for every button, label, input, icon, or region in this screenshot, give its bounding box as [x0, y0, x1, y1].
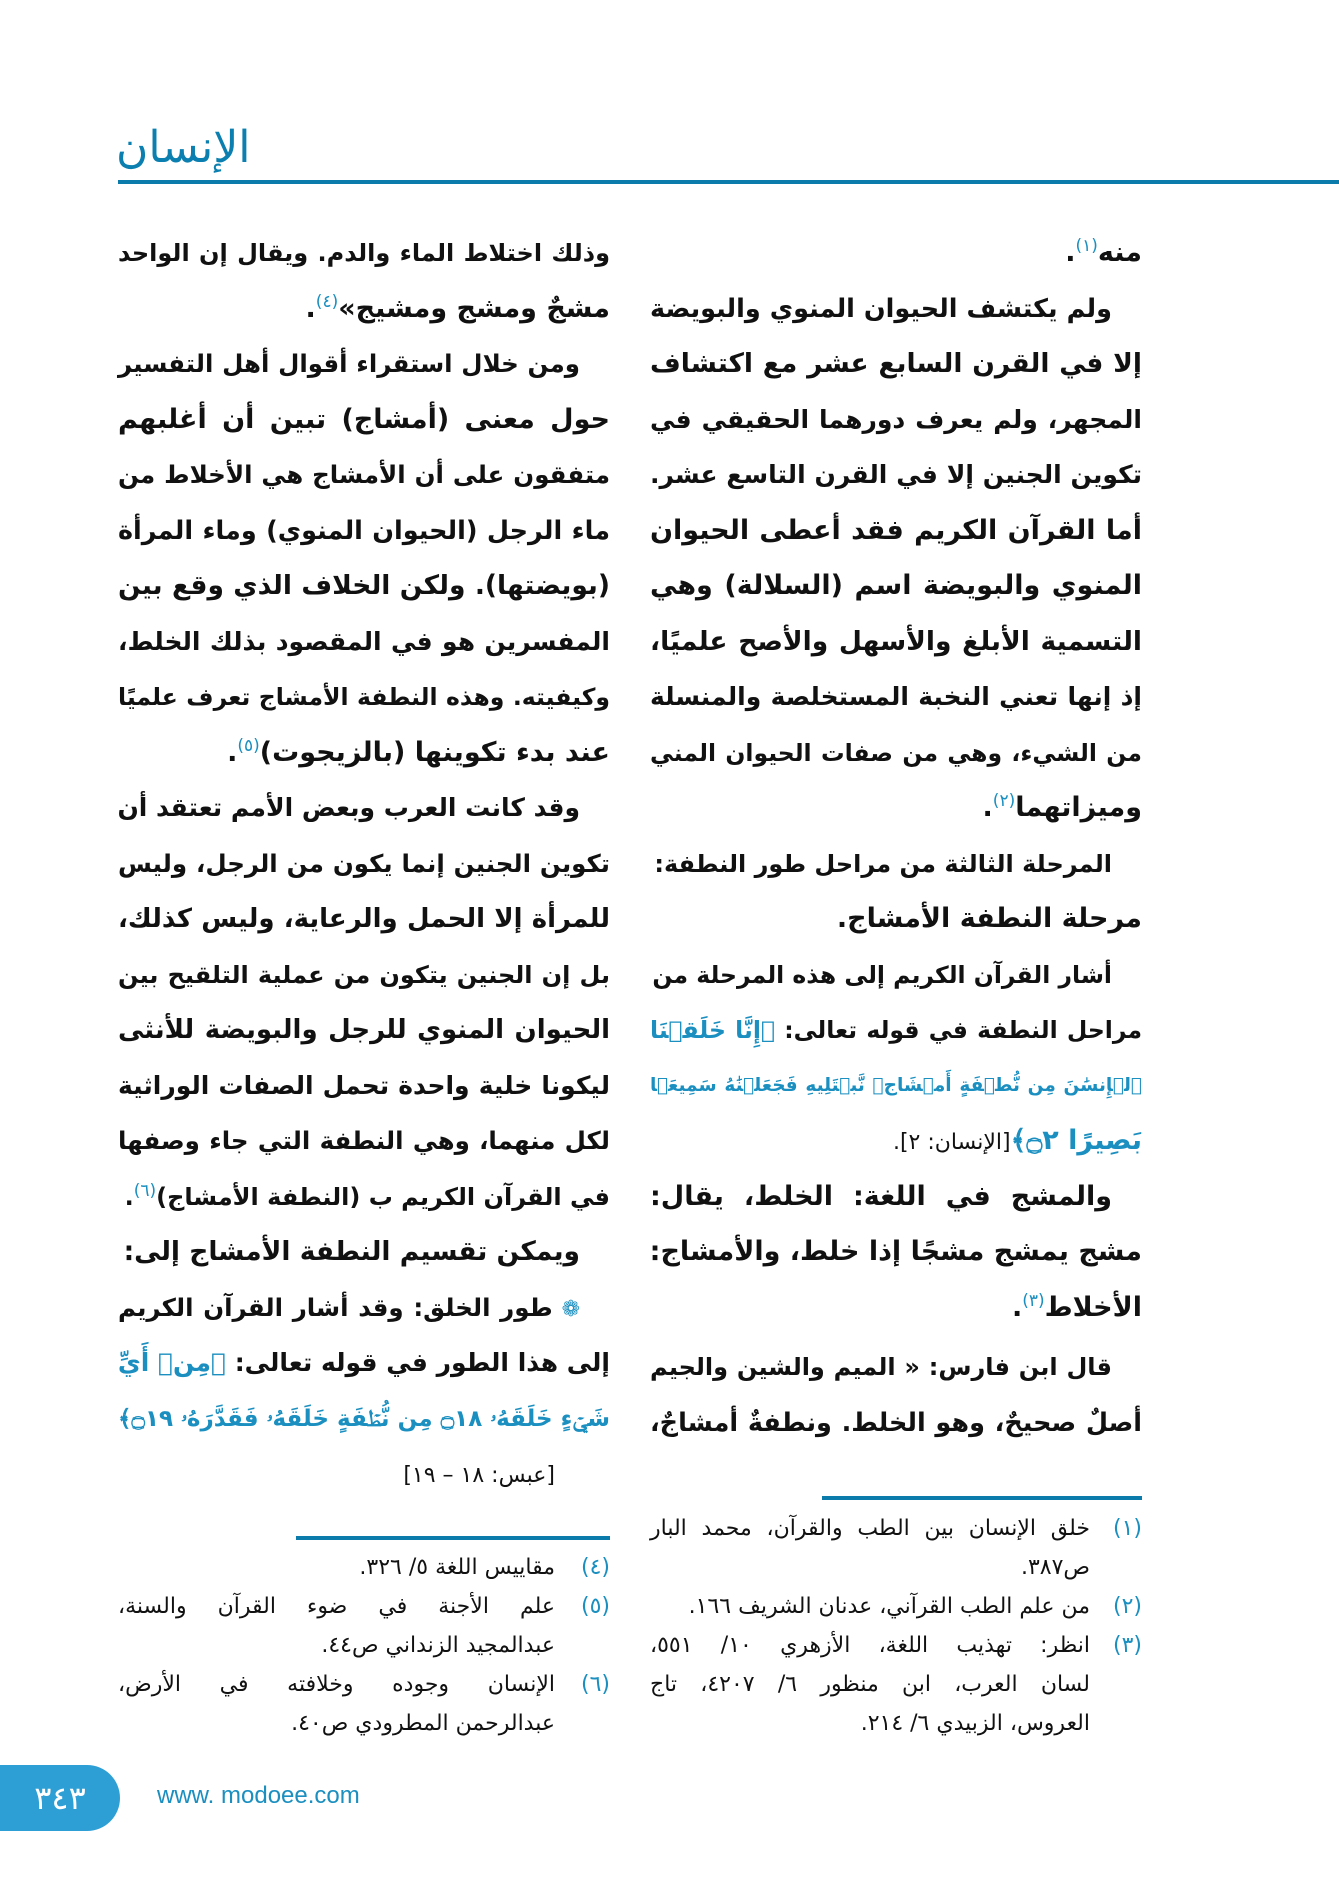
text-line	[650, 614, 1142, 670]
body-text: طور الخلق: وقد أشار القرآن الكريم	[118, 1292, 553, 1322]
body-text: تكوين الجنين إلا في القرن التاسع عشر.	[650, 460, 1142, 489]
body-text: من الشيء، وهي من صفات الحيوان المني	[650, 738, 1142, 767]
site-url-link[interactable]: www. modoee.com	[157, 1782, 360, 1809]
body-text: عند بدء تكوينها (بالزيجوت)	[259, 736, 610, 768]
body-text: ومن خلال استقراء أقوال أهل التفسير	[118, 349, 580, 378]
text-line	[118, 1446, 610, 1502]
text-line	[118, 614, 610, 670]
footnote-text: العروس، الزبيدي ٦/ ٢١٤.	[860, 1711, 1090, 1736]
text-line	[650, 669, 1142, 725]
footnote-ref: (٢)	[992, 791, 1016, 811]
body-text: ولم يكتشف الحيوان المنوي والبويضة	[650, 293, 1112, 324]
text-line	[650, 1339, 1142, 1395]
body-text: تكوين الجنين إنما يكون من الرجل، وليس	[118, 848, 610, 878]
quran-verse: ٱلۡإِنسَٰنَ مِن نُّطۡفَةٍ أَمۡشَاجٖ نَّبۡتَلِيهِ فَجَعَلۡنَٰهُ سَمِيعَۢا	[650, 1074, 1142, 1096]
text-line	[118, 1335, 610, 1391]
text-line	[118, 725, 610, 781]
text-line	[650, 336, 1142, 392]
body-text: قال ابن فارس: « الميم والشين والجيم	[650, 1353, 1112, 1381]
footnote	[118, 1587, 610, 1665]
body-text: الأخلاط	[1044, 1291, 1142, 1323]
text-line	[118, 1169, 610, 1225]
text-line	[650, 503, 1142, 559]
body-text: في القرآن الكريم ب (النطفة الأمشاج)	[156, 1182, 610, 1211]
body-text: بل إن الجنين يتكون من عملية التلقيح بين	[118, 960, 610, 989]
text-line	[650, 1224, 1142, 1280]
text-line	[118, 281, 610, 337]
body-text: الحيوان المنوي للرجل والبويضة للأنثى	[118, 1015, 610, 1045]
text-line	[650, 392, 1142, 448]
body-text: وقد كانت العرب وبعض الأمم تعتقد أن	[117, 793, 580, 822]
body-text: أشار القرآن الكريم إلى هذه المرحلة من	[652, 960, 1112, 989]
body-text: وميزاتهما	[1015, 792, 1142, 823]
text-line	[118, 836, 610, 892]
body-text: أما القرآن الكريم فقد أعطى الحيوان	[650, 514, 1142, 546]
body-text: المنوي والبويضة اسم (السلالة) وهي	[650, 570, 1142, 601]
body-text: مراحل النطفة في قوله تعالى:	[774, 1016, 1142, 1044]
text-line	[118, 503, 610, 559]
text-line	[118, 669, 610, 725]
footnote	[118, 1548, 610, 1587]
footnote-separator-left	[296, 1536, 610, 1540]
body-text: إلى هذا الطور في قوله تعالى:	[225, 1348, 610, 1377]
body-text: والمشج في اللغة: الخلط، يقال:	[650, 1180, 1112, 1212]
footnote-text: مقاييس اللغة ٥/ ٣٢٦.	[359, 1555, 555, 1580]
body-text: مشجٌ ومشج ومشيج»	[338, 292, 610, 324]
quran-verse: بَصِيرًا ۝٢﴾	[1010, 1125, 1142, 1156]
text-line	[650, 225, 1142, 281]
text-line	[118, 1280, 610, 1336]
text-line	[650, 1395, 1142, 1451]
text-line	[118, 392, 610, 448]
footnote-text: لسان العرب، ابن منظور ٦/ ٤٢٠٧، تاج	[650, 1672, 1091, 1697]
text-line	[650, 281, 1142, 337]
bullet-icon: ❁	[552, 1296, 581, 1322]
body-text: .	[982, 792, 993, 823]
text-line	[118, 947, 610, 1003]
body-text: (بويضتها). ولكن الخلاف الذي وقع بين	[118, 570, 610, 601]
text-line	[650, 1169, 1142, 1225]
body-text: المفسرين هو في المقصود بذلك الخلط،	[118, 626, 610, 656]
text-line	[650, 1002, 1142, 1058]
quran-verse: ﴿مِنۡ أَيِّ	[117, 1348, 226, 1377]
body-text: .	[1065, 237, 1076, 268]
text-line	[118, 1002, 610, 1058]
footnote	[118, 1665, 610, 1743]
body-text: إلا في القرن السابع عشر مع اكتشاف	[650, 348, 1142, 379]
body-text: .	[227, 736, 238, 768]
footnote-ref: (٤)	[315, 291, 339, 312]
text-line	[650, 725, 1142, 781]
body-text: لكل منهما، وهي النطفة التي جاء وصفها	[118, 1126, 610, 1155]
footnote-text: انظر: تهذيب اللغة، الأزهري ١٠/ ٥٥١،	[650, 1633, 1091, 1658]
footnote-text: الإنسان وجوده وخلافته في الأرض،	[118, 1672, 555, 1697]
body-text: وذلك اختلاط الماء والدم. ويقال إن الواحد	[118, 239, 610, 267]
footnote-text: خلق الإنسان بين الطب والقرآن، محمد البار	[650, 1516, 1090, 1541]
footnote-separator-right	[822, 1496, 1142, 1500]
footnote-number: (٥)	[580, 1594, 610, 1619]
footnote-text: علم الأجنة في ضوء القرآن والسنة،	[118, 1594, 555, 1619]
body-text: مشج يمشج مشجًا إذا خلط، والأمشاج:	[649, 1236, 1142, 1267]
text-line	[650, 891, 1142, 947]
body-text: وكيفيته. وهذه النطفة الأمشاج تعرف علميًا	[118, 683, 610, 711]
text-line	[118, 1113, 610, 1169]
text-line	[650, 836, 1142, 892]
footnote	[650, 1587, 1142, 1626]
body-text: المرحلة الثالثة من مراحل طور النطفة:	[654, 849, 1112, 878]
footnote-text: عبدالرحمن المطرودي ص٤٠.	[291, 1711, 555, 1736]
body-text: المجهر، ولم يعرف دورهما الحقيقي في	[650, 404, 1142, 434]
body-text: ليكونا خلية واحدة تحمل الصفات الوراثية	[118, 1070, 610, 1100]
text-line	[118, 1058, 610, 1114]
footnote-ref: (١)	[1075, 236, 1098, 256]
footnote	[650, 1509, 1142, 1587]
running-header-title: الإنسان	[116, 122, 251, 173]
text-line	[650, 558, 1142, 614]
text-line	[650, 947, 1142, 1003]
body-text: حول معنى (أمشاج) تبين أن أغلبهم	[118, 403, 610, 435]
body-text: .	[305, 292, 316, 324]
text-line	[118, 891, 610, 947]
body-text: مرحلة النطفة الأمشاج.	[836, 903, 1142, 934]
text-line	[650, 1113, 1142, 1169]
header-rule	[118, 180, 1339, 184]
footnote-number: (٤)	[580, 1555, 610, 1580]
footnote-text: عبدالمجيد الزنداني ص٤٤.	[321, 1633, 555, 1658]
footnote-ref: (٥)	[237, 735, 260, 756]
footnote-text: ص٣٨٧.	[1020, 1555, 1090, 1580]
body-text: التسمية الأبلغ والأسهل والأصح علميًا،	[650, 625, 1142, 657]
text-line	[650, 447, 1142, 503]
body-text: .	[124, 1182, 134, 1211]
body-text: للمرأة إلا الحمل والرعاية، وليس كذلك،	[118, 904, 610, 934]
text-line	[118, 780, 610, 836]
text-line	[118, 336, 610, 392]
body-text: منه	[1097, 237, 1142, 268]
text-line	[650, 1058, 1142, 1114]
footnote-number: (١)	[1112, 1516, 1142, 1541]
text-line	[118, 558, 610, 614]
verse-citation: [الإنسان: ٢].	[892, 1130, 1011, 1155]
text-line	[118, 1224, 610, 1280]
body-text: أصلٌ صحيحٌ، وهو الخلط. ونطفةٌ أمشاجٌ،	[650, 1407, 1142, 1438]
footnote-number: (٢)	[1112, 1594, 1142, 1619]
quran-verse: شَيۡءٍ خَلَقَهُۥ ۝١٨ مِن نُّطۡفَةٍ خَلَقَهُۥ فَقَدَّرَهُۥ ۝١٩﴾	[118, 1405, 611, 1432]
body-text: إذ إنها تعني النخبة المستخلصة والمنسلة	[650, 682, 1142, 711]
footnote-number: (٣)	[1112, 1633, 1142, 1658]
body-text: متفقون على أن الأمشاج هي الأخلاط من	[118, 460, 610, 489]
body-text: ويمكن تقسيم النطفة الأمشاج إلى:	[123, 1236, 580, 1267]
footnote-number: (٦)	[580, 1672, 610, 1697]
text-line	[650, 780, 1142, 836]
text-line	[650, 1280, 1142, 1336]
footnote	[650, 1626, 1142, 1743]
body-text: .	[1011, 1291, 1023, 1323]
footnote-ref: (٣)	[1022, 1290, 1045, 1311]
quran-verse: ﴿إِنَّا خَلَقۡنَا	[650, 1016, 775, 1044]
footnote-text: من علم الطب القرآني، عدنان الشريف ١٦٦.	[688, 1594, 1090, 1619]
text-line	[118, 1391, 610, 1447]
page-number-badge: ٣٤٣	[0, 1765, 120, 1831]
text-line	[118, 225, 610, 281]
body-text: ماء الرجل (الحيوان المنوي) وماء المرأة	[118, 515, 610, 546]
text-line	[118, 447, 610, 503]
footnote-ref: (٦)	[133, 1180, 157, 1201]
verse-citation: [عبس: ١٨ – ١٩]	[403, 1463, 555, 1488]
